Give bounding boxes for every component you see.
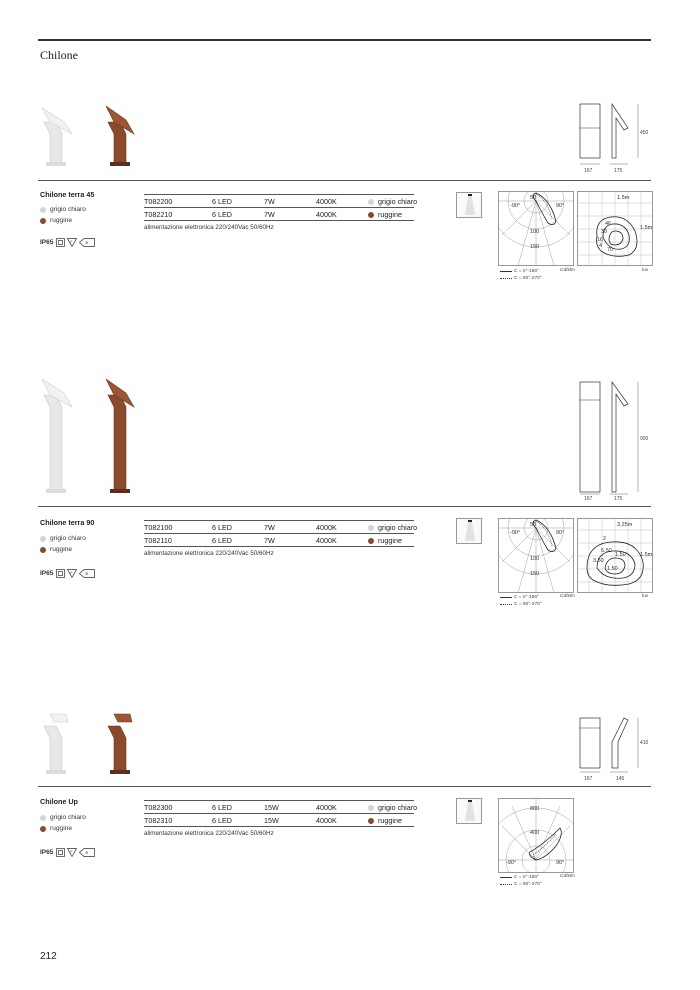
isolux-diagram (577, 191, 653, 266)
dim-width: 167 (584, 168, 593, 174)
svg-text:≋: ≋ (85, 850, 89, 855)
isolux-label: 16 (597, 237, 604, 243)
polar-label: 50 (530, 195, 537, 201)
dim-width: 167 (584, 776, 593, 782)
product-title: Chilone Up (40, 797, 78, 806)
lamp-photo-ruggine (100, 710, 140, 776)
dim-height: 450 (640, 130, 649, 136)
dimension-drawing (576, 712, 652, 784)
finish-grigio: grigio chiaro (40, 814, 86, 821)
finish-grigio: grigio chiaro (40, 206, 86, 213)
swatch-grigio-icon (40, 536, 46, 542)
svg-text:≋: ≋ (85, 240, 89, 245)
swatch-grigio-icon (368, 805, 374, 811)
polar-label: 50 (530, 522, 537, 528)
isolux-label: 1.50 (607, 566, 618, 572)
spec-table (144, 520, 418, 547)
certifications (40, 238, 95, 247)
table-row: T082110 6 LED 7W 4000K ruggine (144, 534, 414, 547)
swatch-ruggine-icon (40, 826, 46, 832)
isolux-diagram (577, 518, 653, 593)
certifications (40, 569, 95, 578)
isolux-label: 46 (605, 221, 612, 227)
dim-depth: 175 (614, 168, 623, 174)
chart-legend: C = 0°-180° C = 90°-270° (500, 874, 542, 888)
isolux-label: 2 (603, 536, 607, 542)
isolux-label: 6.50 (601, 548, 612, 554)
chart-legend: C = 0°-180° C = 90°-270° (500, 268, 542, 282)
section-rule (38, 180, 651, 181)
led-driver-icon (79, 238, 95, 247)
lamp-photo-grigio (36, 104, 76, 166)
swatch-ruggine-icon (368, 538, 374, 544)
dim-depth: 175 (614, 496, 623, 502)
svg-text:F: F (70, 571, 73, 575)
unit-cdklm: Cd/klm (560, 874, 575, 879)
swatch-ruggine-icon (40, 547, 46, 553)
polar-label: -90° (510, 203, 521, 209)
power-supply-note: alimentazione elettronica 220/240Vac 50/60Hz (144, 550, 274, 557)
ip-rating: IP65 (40, 570, 54, 577)
page-number: 212 (40, 951, 57, 962)
finish-grigio: grigio chiaro (40, 535, 86, 542)
finish-ruggine: ruggine (40, 825, 72, 832)
dim-width: 167 (584, 496, 593, 502)
lamp-photo-ruggine (100, 373, 140, 495)
isolux-label: 1.50 (615, 552, 626, 558)
class-ii-icon (67, 569, 77, 578)
polar-diagram (498, 518, 574, 593)
swatch-grigio-icon (40, 207, 46, 213)
table-row: T082300 6 LED 15W 4000K grigio chiaro (144, 803, 418, 812)
table-row: T082310 6 LED 15W 4000K ruggine (144, 814, 414, 827)
polar-diagram (498, 798, 574, 873)
section-rule (38, 506, 651, 507)
svg-text:F: F (70, 240, 73, 244)
swatch-grigio-icon (40, 815, 46, 821)
svg-text:≋: ≋ (85, 571, 89, 576)
beam-direction-icon (456, 518, 482, 544)
isolux-label: 1.5m (640, 552, 653, 558)
polar-label: 800 (530, 806, 540, 812)
beam-direction-icon (456, 798, 482, 824)
ip-rating-box-icon (56, 848, 65, 857)
lamp-photo-ruggine (100, 100, 140, 166)
unit-cdklm: Cd/klm (560, 268, 575, 273)
dimension-drawing (576, 100, 652, 176)
led-driver-icon (79, 848, 95, 857)
table-row: T082100 6 LED 7W 4000K grigio chiaro (144, 523, 418, 532)
power-supply-note: alimentazione elettronica 220/240Vac 50/60Hz (144, 830, 274, 837)
unit-lux: lux (642, 268, 649, 273)
dimension-drawing (576, 378, 652, 504)
power-supply-note: alimentazione elettronica 220/240Vac 50/60Hz (144, 224, 274, 231)
polar-diagram (498, 191, 574, 266)
isolux-label: 4 (599, 243, 603, 249)
ip-rating: IP65 (40, 849, 54, 856)
isolux-label: 30 (601, 229, 608, 235)
polar-label: 90° (556, 860, 565, 866)
svg-text:F: F (70, 850, 73, 854)
ip-rating: IP65 (40, 239, 54, 246)
isolux-label: 70 (607, 247, 614, 253)
spec-table (144, 800, 418, 827)
swatch-ruggine-icon (368, 818, 374, 824)
table-row: T082200 6 LED 7W 4000K grigio chiaro (144, 197, 418, 206)
product-title: Chilone terra 45 (40, 190, 95, 199)
isolux-label: 3.25m (617, 522, 633, 528)
lamp-photo-grigio (36, 375, 76, 495)
section-rule (38, 786, 651, 787)
polar-label: 100 (530, 556, 540, 562)
finish-ruggine: ruggine (40, 217, 72, 224)
isolux-label: 3.50 (593, 558, 604, 564)
polar-label: 90° (556, 203, 565, 209)
isolux-label: 1.5m (640, 225, 653, 231)
polar-label: 400 (530, 830, 540, 836)
ip-rating-box-icon (56, 238, 65, 247)
unit-lux: lux (642, 594, 649, 599)
dim-depth: 145 (616, 776, 625, 782)
isolux-label: 1.5m (617, 195, 630, 201)
chart-legend: C = 0°-180° C = 90°-270° (500, 594, 542, 608)
beam-direction-icon (456, 192, 482, 218)
certifications (40, 848, 95, 857)
finish-ruggine: ruggine (40, 546, 72, 553)
swatch-ruggine-icon (40, 218, 46, 224)
class-ii-icon (67, 848, 77, 857)
dim-height: 900 (640, 436, 649, 442)
led-driver-icon (79, 569, 95, 578)
product-title: Chilone terra 90 (40, 518, 95, 527)
class-ii-icon (67, 238, 77, 247)
polar-label: -90° (506, 860, 517, 866)
swatch-grigio-icon (368, 199, 374, 205)
table-row: T082210 6 LED 7W 4000K ruggine (144, 208, 414, 221)
polar-label: 150 (530, 244, 540, 250)
swatch-ruggine-icon (368, 212, 374, 218)
polar-label: 90° (556, 530, 565, 536)
polar-label: 100 (530, 229, 540, 235)
polar-label: 150 (530, 571, 540, 577)
unit-cdklm: Cd/klm (560, 594, 575, 599)
swatch-grigio-icon (368, 525, 374, 531)
polar-label: -90° (510, 530, 521, 536)
lamp-photo-grigio (36, 712, 76, 776)
header-rule (38, 39, 651, 41)
ip-rating-box-icon (56, 569, 65, 578)
dim-height: 410 (640, 740, 649, 746)
page-title: Chilone (40, 48, 78, 62)
spec-table (144, 194, 418, 221)
